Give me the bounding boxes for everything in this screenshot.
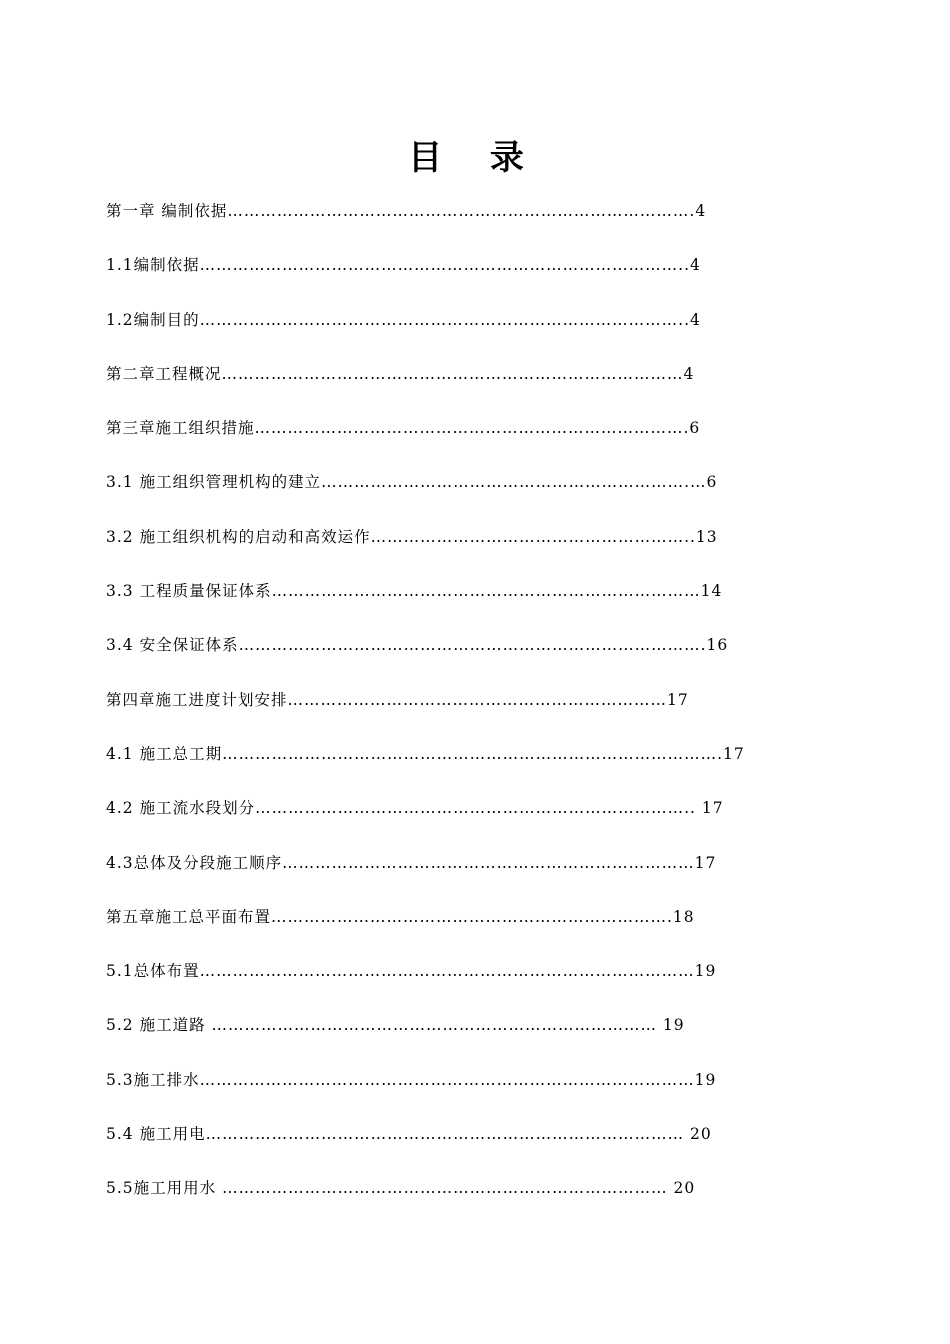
toc-entry: [106, 683, 806, 737]
toc-entry: [106, 900, 806, 954]
toc-entry-text: 4.3总体及分段施工顺序…………………………………………………………………17: [106, 853, 717, 872]
toc-entry: [106, 520, 806, 574]
toc-entry: [106, 1117, 806, 1171]
toc-entry: [106, 1171, 806, 1225]
toc-entry-text: 5.5施工用用水 ……………………………………………………………………… 20: [106, 1179, 696, 1198]
toc-entry-text: 第一章 编制依据………………………………………………………………………….4: [106, 202, 707, 220]
toc-entry-text: 3.4 安全保证体系………………………………………………………………………….16: [106, 636, 729, 655]
toc-entry: [106, 465, 806, 519]
toc-entry: [106, 1063, 806, 1117]
toc-entry-text: 3.3 工程质量保证体系……………………………………………………………………14: [106, 582, 723, 601]
toc-entry-text: 第三章施工组织措施…………………………………………………………………….6: [106, 419, 701, 438]
toc-entry: [106, 954, 806, 1008]
toc-entry-text: 5.2 施工道路 ……………………………………………………………………… 19: [106, 1016, 685, 1035]
toc-entry: [106, 574, 806, 628]
toc-entry-text: 第五章施工总平面布置……………………………………………………………….18: [106, 907, 695, 926]
toc-entry-text: 4.2 施工流水段划分…………………………………………………………………….. 17: [106, 799, 724, 818]
toc-entry-text: 5.3施工排水………………………………………………………………………………19: [106, 1070, 717, 1089]
toc-entry: [106, 248, 806, 302]
toc-entry-text: 1.2编制目的……………………………………………………………………………..4: [106, 310, 701, 329]
toc-entry: [106, 737, 806, 791]
toc-entry-text: 1.1编制依据……………………………………………………………………………..4: [106, 256, 701, 275]
toc-entry: [106, 628, 806, 682]
toc-entry-text: 第四章施工进度计划安排……………………………………………………………17: [106, 690, 689, 709]
toc-list: [106, 194, 806, 1226]
toc-entry: [106, 194, 806, 248]
toc-entry: [106, 846, 806, 900]
toc-entry: [106, 791, 806, 845]
toc-entry-text: 5.4 施工用电…………………………………………………………………………… 20: [106, 1125, 712, 1144]
toc-entry-text: 3.1 施工组织管理机构的建立………………………………………………………….…6: [106, 473, 718, 492]
toc-entry-text: 5.1总体布置………………………………………………………………………………19: [106, 962, 717, 981]
toc-entry: [106, 411, 806, 465]
toc-entry-text: 4.1 施工总工期……………………………………………………………………………….17: [106, 744, 745, 763]
toc-entry: [106, 1008, 806, 1062]
toc-entry-text: 第二章工程概况…………………………………………………………………………4: [106, 364, 695, 383]
toc-entry: [106, 357, 806, 411]
toc-title: 目 录: [408, 138, 542, 178]
toc-entry: [106, 303, 806, 357]
toc-entry-text: 3.2 施工组织机构的启动和高效运作…………………………………………………..13: [106, 527, 718, 546]
